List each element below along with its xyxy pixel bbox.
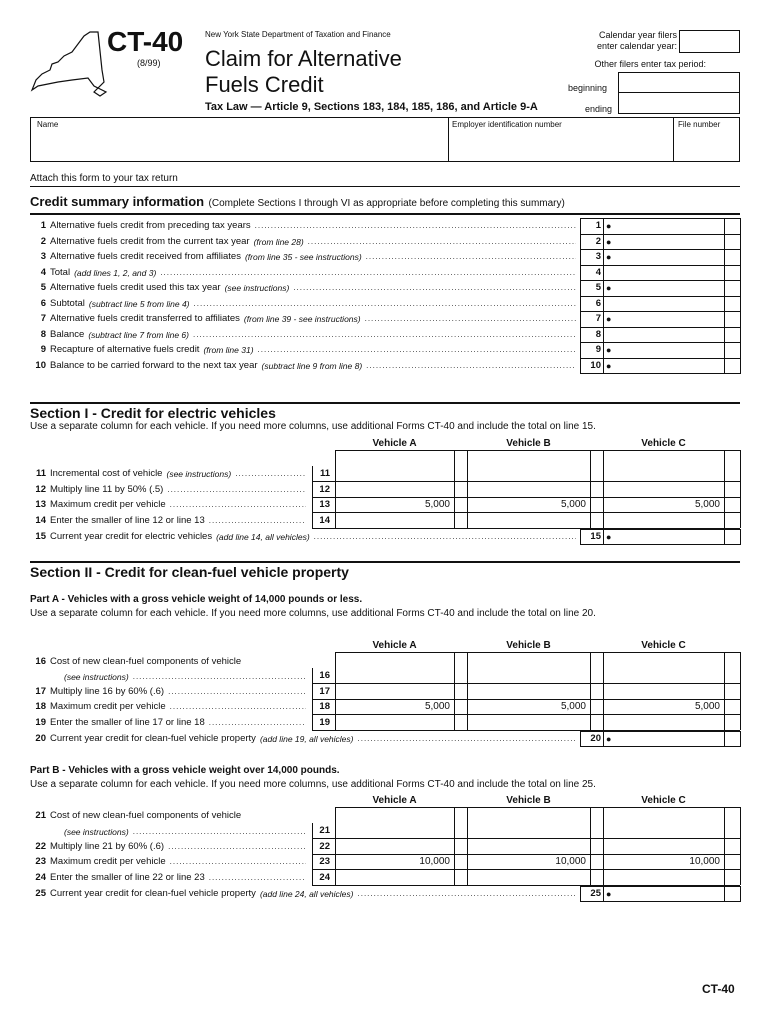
vehicle-b-line-24[interactable] bbox=[467, 870, 590, 885]
line-number: 12 bbox=[35, 483, 46, 495]
line-number: 3 bbox=[40, 251, 46, 262]
line-description: Incremental cost of vehicle bbox=[50, 467, 163, 479]
line-description: Multiply line 16 by 60% (.6) bbox=[50, 685, 165, 697]
ein-label: Employer identification number bbox=[452, 120, 562, 129]
summary-line-8 bbox=[28, 329, 580, 341]
vehicle-c-line-22[interactable] bbox=[603, 839, 724, 854]
vehicle-b-line-14[interactable] bbox=[467, 513, 590, 528]
summary-line-4 bbox=[28, 267, 580, 279]
leader-dots bbox=[170, 499, 306, 511]
line-23 bbox=[28, 856, 310, 868]
vehicle-c-line-13[interactable] bbox=[603, 497, 724, 512]
line-description: Cost of new clean-fuel components of vehicle bbox=[50, 656, 242, 667]
line-note: (subtract line 9 from line 8) bbox=[261, 360, 363, 371]
preprinted-amount: 5,000 bbox=[560, 700, 586, 712]
form-title-line2: Fuels Credit bbox=[205, 72, 324, 97]
box-number: 14 bbox=[319, 514, 330, 526]
footer-form-id: CT-40 bbox=[702, 982, 735, 996]
vehicle-b-line-11[interactable] bbox=[467, 466, 590, 481]
line-note: (add line 14, all vehicles) bbox=[216, 532, 310, 542]
vehicle-a-line-17[interactable] bbox=[335, 684, 454, 699]
vehicle-c-line-19[interactable] bbox=[603, 715, 724, 730]
form-title-line1: Claim for Alternative bbox=[205, 46, 402, 71]
box-number: 21 bbox=[319, 824, 330, 836]
preprinted-amount: 5,000 bbox=[694, 700, 720, 712]
leader-dots bbox=[168, 686, 306, 698]
line-12 bbox=[28, 484, 310, 496]
leader-dots bbox=[314, 531, 576, 543]
vehicle-c-header: Vehicle C bbox=[641, 438, 686, 449]
line-description: Maximum credit per vehicle bbox=[50, 855, 166, 867]
box-number: 10 bbox=[590, 359, 601, 371]
box-number: 23 bbox=[319, 855, 330, 867]
leader-dots bbox=[133, 826, 306, 838]
required-bullet: ● bbox=[606, 236, 612, 247]
line-description: Cost of new clean-fuel components of vehicle bbox=[50, 810, 242, 821]
preprinted-amount: 10,000 bbox=[419, 855, 450, 867]
line-number: 23 bbox=[35, 855, 46, 867]
ending-label: ending bbox=[585, 104, 613, 114]
vehicle-a-line-23[interactable] bbox=[335, 854, 454, 869]
required-bullet: ● bbox=[606, 345, 612, 355]
line-note: (add line 19, all vehicles) bbox=[259, 734, 354, 744]
leader-dots bbox=[168, 841, 306, 853]
vehicle-a-line-11[interactable] bbox=[335, 466, 454, 481]
line-15 bbox=[28, 531, 580, 543]
line-description: Alternative fuels credit from preceding tax years bbox=[50, 220, 251, 231]
name-field[interactable] bbox=[30, 117, 448, 162]
summary-amount-7[interactable] bbox=[603, 312, 724, 328]
line-number: 9 bbox=[40, 344, 46, 355]
leader-dots bbox=[293, 282, 576, 294]
vehicle-b-line-13[interactable] bbox=[467, 497, 590, 512]
preprinted-amount: 10,000 bbox=[555, 855, 586, 867]
line-17 bbox=[28, 686, 310, 698]
line-note: (from line 28) bbox=[253, 236, 304, 247]
line-number: 21 bbox=[35, 810, 46, 821]
leader-dots bbox=[160, 267, 576, 279]
calendar-year-label bbox=[555, 30, 677, 52]
vehicle-b-line-16[interactable] bbox=[467, 668, 590, 683]
summary-amount-4[interactable] bbox=[603, 265, 724, 281]
total-amount-20[interactable] bbox=[603, 732, 724, 747]
vehicle-c-line-14[interactable] bbox=[603, 513, 724, 528]
box-number: 15 bbox=[590, 531, 601, 542]
box-number: 1 bbox=[595, 220, 601, 231]
box-number: 8 bbox=[595, 328, 601, 340]
line-note: (see instructions) bbox=[224, 283, 290, 293]
line-24 bbox=[28, 872, 310, 884]
preprinted-amount: 5,000 bbox=[560, 498, 586, 510]
line-description: Enter the smaller of line 12 or line 13 bbox=[50, 514, 205, 526]
other-filers-label: Other filers enter tax period: bbox=[594, 59, 706, 69]
vehicle-b-line-19[interactable] bbox=[467, 715, 590, 730]
leader-dots bbox=[255, 220, 576, 232]
form-revision: (8/99) bbox=[137, 58, 161, 68]
calendar-year-input[interactable] bbox=[679, 30, 740, 53]
line-description: Current year credit for clean-fuel vehicle property bbox=[50, 888, 256, 899]
line-description: Multiply line 21 by 60% (.6) bbox=[50, 840, 165, 852]
leader-dots bbox=[209, 872, 306, 884]
line-description: Recapture of alternative fuels credit bbox=[50, 344, 200, 355]
line-11 bbox=[28, 468, 310, 480]
leader-dots bbox=[193, 329, 576, 341]
box-number: 18 bbox=[319, 700, 330, 712]
line-number: 24 bbox=[35, 871, 46, 883]
section2-title: Section II - Credit for clean-fuel vehicle property bbox=[30, 564, 349, 580]
vehicle-a-line-24[interactable] bbox=[335, 870, 454, 885]
summary-amount-10[interactable] bbox=[603, 358, 724, 374]
line-14 bbox=[28, 515, 310, 527]
box-number: 6 bbox=[595, 297, 601, 309]
line-description: Total bbox=[50, 266, 71, 278]
required-bullet: ● bbox=[606, 360, 612, 371]
vehicle-a-line-12[interactable] bbox=[335, 482, 454, 497]
summary-amount-1[interactable] bbox=[603, 219, 724, 235]
vehicle-c-line-21[interactable] bbox=[603, 823, 724, 838]
vehicle-a-header: Vehicle A bbox=[372, 795, 417, 806]
box-number: 19 bbox=[319, 716, 330, 728]
line-description: Alternative fuels credit from the current tax year bbox=[50, 235, 250, 247]
box-number: 22 bbox=[319, 840, 330, 852]
preprinted-amount: 10,000 bbox=[689, 855, 720, 867]
line-description: Alternative fuels credit used this tax year bbox=[50, 282, 221, 293]
preprinted-amount: 5,000 bbox=[424, 498, 450, 510]
line-note: (subtract line 5 from line 4) bbox=[88, 298, 190, 309]
line-number: 15 bbox=[35, 531, 46, 542]
vehicle-a-line-22[interactable] bbox=[335, 839, 454, 854]
vehicle-b-header: Vehicle B bbox=[506, 795, 551, 806]
vehicle-c-line-16[interactable] bbox=[603, 668, 724, 683]
required-bullet: ● bbox=[606, 532, 612, 542]
summary-line-2 bbox=[28, 236, 580, 248]
line-note: (see instructions) bbox=[64, 827, 129, 837]
box-number: 11 bbox=[319, 467, 330, 479]
summary-line-5 bbox=[28, 282, 580, 294]
vehicle-a-line-13[interactable] bbox=[335, 497, 454, 512]
summary-amount-3[interactable] bbox=[603, 250, 724, 266]
line-description: Multiply line 11 by 50% (.5) bbox=[50, 483, 164, 495]
line-number: 20 bbox=[35, 733, 46, 744]
required-bullet: ● bbox=[606, 221, 612, 231]
preprinted-amount: 5,000 bbox=[694, 498, 720, 510]
line-19 bbox=[28, 717, 310, 729]
box-number: 4 bbox=[595, 266, 601, 278]
vehicle-a-line-16[interactable] bbox=[335, 668, 454, 683]
partB-instruction: Use a separate column for each vehicle. If you need more columns, use additional Forms CT-40 and include the total on line 25. bbox=[30, 779, 596, 790]
line-note: (subtract line 7 from line 6) bbox=[88, 329, 189, 340]
box-number: 7 bbox=[595, 313, 601, 324]
required-bullet: ● bbox=[606, 734, 612, 744]
partA-title: Part A - Vehicles with a gross vehicle weight of 14,000 pounds or less. bbox=[30, 594, 363, 605]
vehicle-b-line-21[interactable] bbox=[467, 823, 590, 838]
line-21 bbox=[28, 810, 310, 822]
vehicle-c-line-24[interactable] bbox=[603, 870, 724, 885]
leader-dots bbox=[170, 701, 306, 713]
line-description: Subtotal bbox=[50, 297, 85, 309]
leader-dots bbox=[209, 717, 306, 729]
required-bullet: ● bbox=[606, 314, 612, 324]
box-number: 2 bbox=[595, 235, 601, 247]
box-number: 16 bbox=[319, 669, 330, 681]
vehicle-a-header: Vehicle A bbox=[372, 640, 417, 651]
leader-dots bbox=[365, 313, 576, 325]
vehicle-a-line-18[interactable] bbox=[335, 699, 454, 714]
summary-amount-6[interactable] bbox=[603, 296, 724, 312]
tax-law-reference: Tax Law — Article 9, Sections 183, 184, 185, 186, and Article 9-A bbox=[205, 101, 538, 113]
line-number: 18 bbox=[35, 700, 46, 712]
vehicle-a-line-14[interactable] bbox=[335, 513, 454, 528]
section1-instruction: Use a separate column for each vehicle. If you need more columns, use additional Forms CT-40 and include the total on line 15. bbox=[30, 421, 596, 432]
vehicle-c-line-23[interactable] bbox=[603, 854, 724, 869]
box-number: 12 bbox=[319, 483, 330, 495]
section1-title: Section I - Credit for electric vehicles bbox=[30, 405, 276, 421]
box-number: 25 bbox=[590, 888, 601, 899]
line-21-note bbox=[64, 826, 310, 838]
vehicle-b-line-22[interactable] bbox=[467, 839, 590, 854]
line-number: 8 bbox=[40, 328, 46, 340]
line-description: Alternative fuels credit received from affiliates bbox=[50, 251, 241, 262]
vehicle-c-line-11[interactable] bbox=[603, 466, 724, 481]
calendar-year-label-line2: enter calendar year: bbox=[596, 41, 677, 51]
leader-dots bbox=[308, 236, 576, 248]
vehicle-a-line-19[interactable] bbox=[335, 715, 454, 730]
line-number: 16 bbox=[35, 656, 46, 667]
vehicle-b-header: Vehicle B bbox=[506, 640, 551, 651]
leader-dots bbox=[366, 251, 576, 263]
line-description: Current year credit for clean-fuel vehicle property bbox=[50, 733, 256, 744]
box-number: 3 bbox=[595, 251, 601, 262]
beginning-label: beginning bbox=[568, 83, 608, 93]
leader-dots bbox=[235, 468, 306, 480]
summary-title: Credit summary information bbox=[30, 194, 205, 209]
required-bullet: ● bbox=[606, 889, 612, 899]
line-16 bbox=[28, 656, 310, 668]
total-amount-25[interactable] bbox=[603, 887, 724, 902]
leader-dots bbox=[258, 344, 576, 356]
calendar-year-label-line1: Calendar year filers bbox=[598, 30, 677, 40]
box-number: 24 bbox=[319, 871, 330, 883]
line-note: (see instructions) bbox=[64, 672, 129, 682]
leader-dots bbox=[358, 888, 577, 900]
vehicle-b-line-18[interactable] bbox=[467, 699, 590, 714]
summary-line-9 bbox=[28, 344, 580, 356]
summary-amount-2[interactable] bbox=[603, 234, 724, 250]
line-description: Alternative fuels credit transferred to affiliates bbox=[50, 313, 240, 324]
line-number: 11 bbox=[35, 467, 46, 479]
line-note: (from line 39 - see instructions) bbox=[243, 314, 361, 324]
vehicle-b-line-17[interactable] bbox=[467, 684, 590, 699]
line-number: 17 bbox=[35, 685, 46, 697]
line-25 bbox=[28, 888, 580, 900]
line-number: 19 bbox=[35, 716, 46, 728]
vehicle-b-line-23[interactable] bbox=[467, 854, 590, 869]
line-description: Enter the smaller of line 17 or line 18 bbox=[50, 716, 205, 728]
line-number: 14 bbox=[35, 514, 46, 526]
line-note: (see instructions) bbox=[166, 468, 232, 479]
line-number: 7 bbox=[40, 313, 46, 324]
agency-name: New York State Department of Taxation and Finance bbox=[205, 30, 391, 39]
vehicle-c-line-12[interactable] bbox=[603, 482, 724, 497]
preprinted-amount: 5,000 bbox=[424, 700, 450, 712]
summary-line-3 bbox=[28, 251, 580, 263]
line-number: 2 bbox=[40, 235, 46, 247]
vehicle-a-header: Vehicle A bbox=[372, 438, 417, 449]
line-number: 10 bbox=[35, 359, 46, 371]
summary-subtitle: (Complete Sections I through VI as appropriate before completing this summary) bbox=[208, 198, 565, 209]
leader-dots bbox=[170, 856, 306, 868]
line-description: Current year credit for electric vehicles bbox=[50, 531, 213, 542]
leader-dots bbox=[194, 298, 577, 310]
line-note: (from line 35 - see instructions) bbox=[244, 252, 362, 262]
summary-amount-5[interactable] bbox=[603, 281, 724, 297]
line-20 bbox=[28, 733, 580, 745]
leader-dots bbox=[209, 515, 306, 527]
line-number: 25 bbox=[35, 888, 46, 899]
line-number: 6 bbox=[40, 297, 46, 309]
line-note: (add lines 1, 2, and 3) bbox=[74, 267, 157, 278]
leader-dots bbox=[366, 360, 576, 372]
vehicle-b-header: Vehicle B bbox=[506, 438, 551, 449]
total-amount-15[interactable] bbox=[603, 530, 724, 545]
summary-amount-8[interactable] bbox=[603, 327, 724, 343]
box-number: 13 bbox=[319, 498, 330, 510]
summary-line-1 bbox=[28, 220, 580, 232]
line-number: 4 bbox=[40, 266, 46, 278]
attach-instruction: Attach this form to your tax return bbox=[30, 173, 178, 184]
vehicle-c-header: Vehicle C bbox=[641, 640, 686, 651]
line-number: 22 bbox=[35, 840, 46, 852]
line-description: Balance bbox=[50, 328, 85, 340]
box-number: 17 bbox=[319, 685, 330, 697]
summary-line-7 bbox=[28, 313, 580, 325]
file-number-label: File number bbox=[678, 120, 721, 129]
name-label: Name bbox=[37, 120, 59, 129]
leader-dots bbox=[167, 484, 306, 496]
box-number: 20 bbox=[590, 733, 601, 744]
summary-line-10 bbox=[28, 360, 580, 372]
line-18 bbox=[28, 701, 310, 713]
vehicle-a-line-21[interactable] bbox=[335, 823, 454, 838]
line-number: 1 bbox=[40, 220, 46, 231]
leader-dots bbox=[133, 671, 306, 683]
summary-line-6 bbox=[28, 298, 580, 310]
line-description: Enter the smaller of line 22 or line 23 bbox=[50, 871, 205, 883]
new-york-state-map-icon bbox=[28, 30, 108, 98]
line-number: 13 bbox=[35, 498, 46, 510]
line-description: Balance to be carried forward to the next tax year bbox=[50, 359, 258, 371]
vehicle-b-line-12[interactable] bbox=[467, 482, 590, 497]
line-note: (from line 31) bbox=[203, 345, 254, 355]
line-description: Maximum credit per vehicle bbox=[50, 498, 166, 510]
leader-dots bbox=[358, 733, 577, 745]
box-number: 5 bbox=[595, 282, 601, 293]
period-beginning-input[interactable] bbox=[618, 72, 740, 93]
vehicle-c-line-18[interactable] bbox=[603, 699, 724, 714]
line-22 bbox=[28, 841, 310, 853]
line-number: 5 bbox=[40, 282, 46, 293]
partB-title: Part B - Vehicles with a gross vehicle weight over 14,000 pounds. bbox=[30, 765, 340, 776]
summary-amount-9[interactable] bbox=[603, 343, 724, 359]
vehicle-c-line-17[interactable] bbox=[603, 684, 724, 699]
box-number: 9 bbox=[595, 344, 601, 355]
partA-instruction: Use a separate column for each vehicle. If you need more columns, use additional Forms CT-40 and include the total on line 20. bbox=[30, 608, 596, 619]
vehicle-c-header: Vehicle C bbox=[641, 795, 686, 806]
form-id: CT-40 bbox=[107, 26, 184, 57]
period-ending-input[interactable] bbox=[618, 93, 740, 114]
line-16-note bbox=[64, 671, 310, 683]
line-note: (add line 24, all vehicles) bbox=[259, 889, 354, 899]
line-13 bbox=[28, 499, 310, 511]
required-bullet: ● bbox=[606, 252, 612, 262]
summary-heading bbox=[30, 193, 565, 211]
required-bullet: ● bbox=[606, 283, 612, 293]
line-description: Maximum credit per vehicle bbox=[50, 700, 166, 712]
